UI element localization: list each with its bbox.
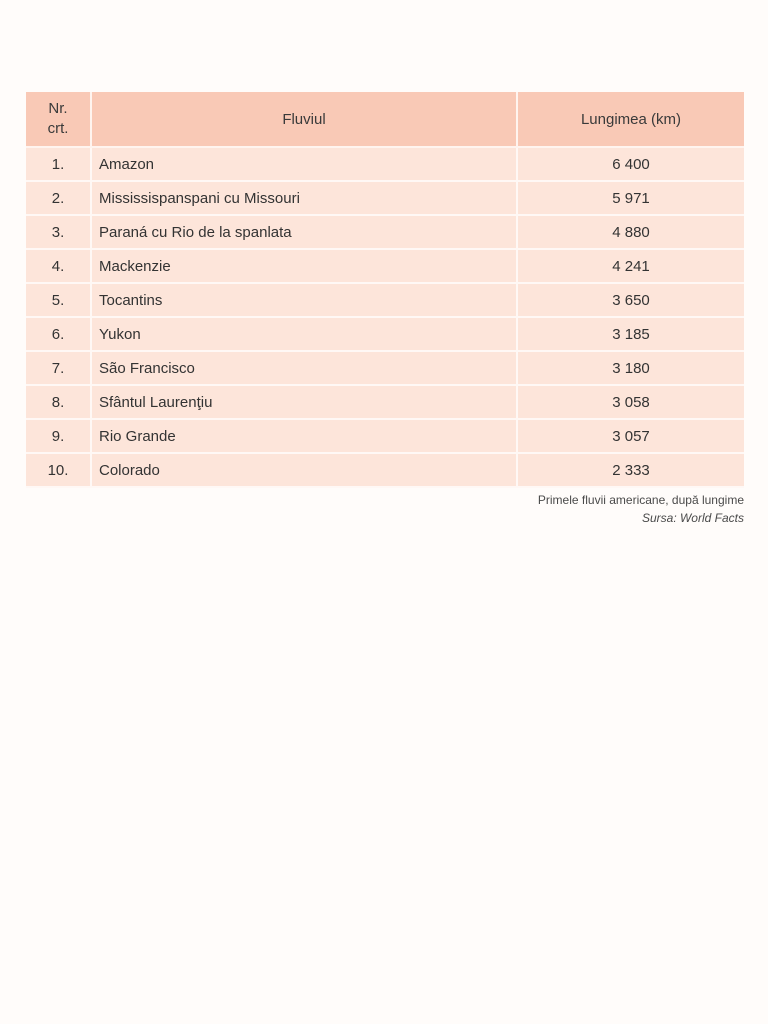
row-number: 1. — [26, 148, 92, 182]
river-name: Colorado — [92, 454, 518, 488]
row-number: 5. — [26, 284, 92, 318]
table-row — [26, 318, 744, 352]
row-number: 2. — [26, 182, 92, 216]
river-length: 3 058 — [518, 386, 744, 420]
river-name: São Francisco — [92, 352, 518, 386]
header-nr-line2: crt. — [47, 120, 69, 137]
table-caption — [538, 491, 744, 527]
table-row — [26, 216, 744, 250]
row-number: 8. — [26, 386, 92, 420]
table-row — [26, 148, 744, 182]
table-row — [26, 454, 744, 488]
caption-title: Primele fluvii americane, după lungime — [537, 493, 744, 507]
river-length: 6 400 — [518, 148, 744, 182]
header-river: Fluviul — [92, 92, 518, 148]
river-name: Mackenzie — [92, 250, 518, 284]
row-number: 10. — [26, 454, 92, 488]
river-length: 3 180 — [518, 352, 744, 386]
table-row — [26, 352, 744, 386]
row-number: 3. — [26, 216, 92, 250]
river-name: Yukon — [92, 318, 518, 352]
river-name: Tocantins — [92, 284, 518, 318]
table-header-row — [26, 92, 744, 148]
table-row — [26, 182, 744, 216]
river-length: 4 241 — [518, 250, 744, 284]
river-length: 3 650 — [518, 284, 744, 318]
rivers-table-container — [26, 92, 744, 488]
row-number: 6. — [26, 318, 92, 352]
river-name: Sfântul Laurenţiu — [92, 386, 518, 420]
river-length: 2 333 — [518, 454, 744, 488]
table-row — [26, 284, 744, 318]
river-name: Rio Grande — [92, 420, 518, 454]
river-name: Amazon — [92, 148, 518, 182]
river-name: Paraná cu Rio de la spanlata — [92, 216, 518, 250]
river-length: 4 880 — [518, 216, 744, 250]
row-number: 9. — [26, 420, 92, 454]
header-nr-line1: Nr. — [48, 100, 68, 117]
table-row — [26, 420, 744, 454]
header-nr-crt — [26, 92, 92, 148]
header-length: Lungimea (km) — [518, 92, 744, 148]
row-number: 7. — [26, 352, 92, 386]
rivers-table — [26, 92, 744, 488]
row-number: 4. — [26, 250, 92, 284]
river-length: 5 971 — [518, 182, 744, 216]
table-row — [26, 250, 744, 284]
river-length: 3 057 — [518, 420, 744, 454]
caption-source: Sursa: World Facts — [641, 511, 744, 525]
table-row — [26, 386, 744, 420]
river-name: Mississispanspani cu Missouri — [92, 182, 518, 216]
river-length: 3 185 — [518, 318, 744, 352]
